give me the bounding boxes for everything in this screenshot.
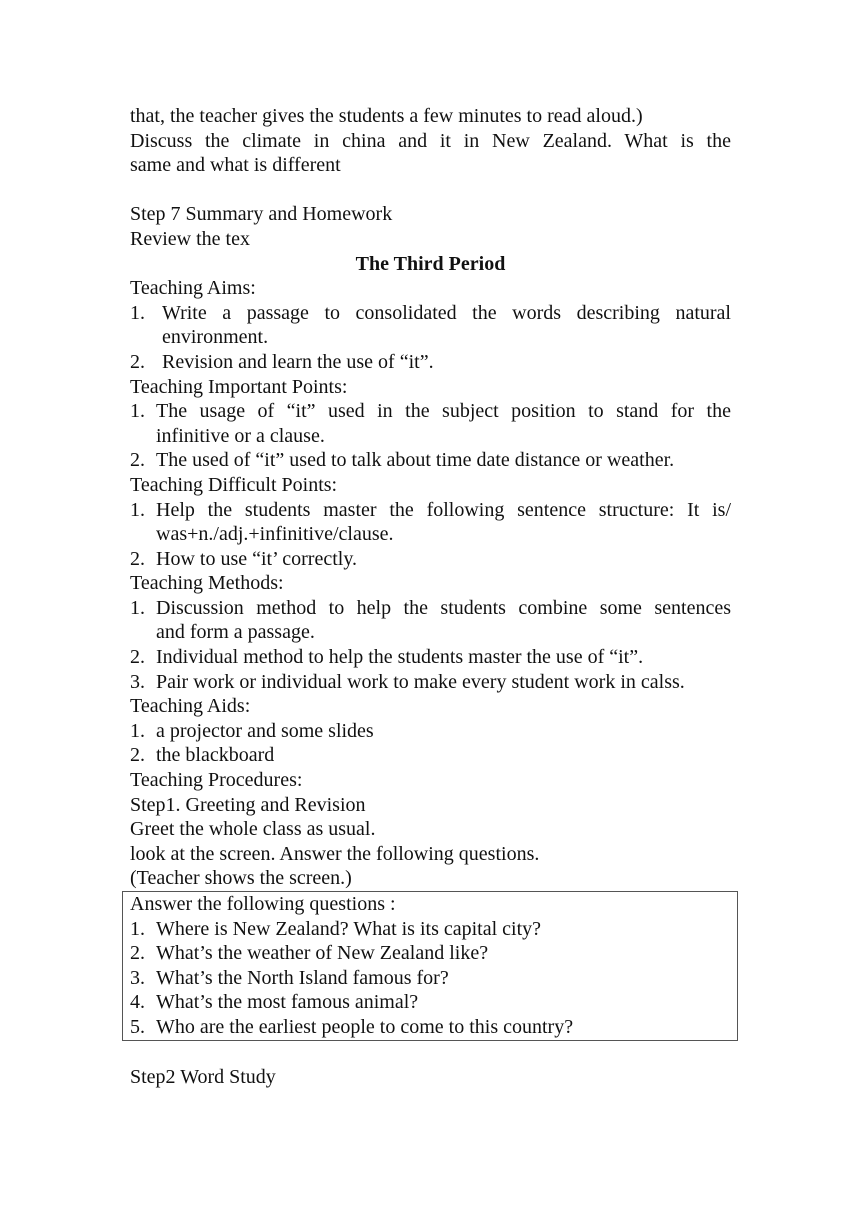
item-number: 3. [130, 966, 145, 989]
question-item [130, 941, 731, 966]
question-item [130, 966, 731, 991]
question-text: What’s the North Island famous for? [156, 966, 449, 989]
item-text-cont: environment. [162, 326, 269, 349]
step1-heading: Step1. Greeting and Revision [130, 793, 366, 816]
aids-item [130, 719, 731, 744]
item-text: Discussion method to help the students combine some sentences [156, 596, 731, 619]
question-item [130, 1015, 731, 1040]
important-item [130, 448, 731, 473]
methods-item [130, 596, 731, 645]
item-text: Write a passage to consolidated the words describing natural [162, 301, 731, 324]
item-text: How to use “it’ correctly. [156, 547, 358, 570]
item-text-cont: infinitive or a clause. [156, 424, 325, 447]
item-number: 2. [130, 547, 145, 570]
document-body [130, 104, 731, 1090]
item-number: 1. [130, 498, 145, 521]
item-number: 1. [130, 596, 145, 619]
item-text: the blackboard [156, 744, 275, 767]
questions-box [122, 891, 738, 1041]
question-item [130, 990, 731, 1015]
step7-text: Review the tex [130, 227, 250, 250]
item-number: 2. [130, 449, 145, 472]
item-text-cont: was+n./adj.+infinitive/clause. [156, 523, 394, 546]
item-number: 2. [130, 942, 145, 965]
period-title: The Third Period [355, 252, 506, 275]
item-text: a projector and some slides [156, 719, 374, 742]
item-number: 3. [130, 670, 145, 693]
item-number: 2. [130, 646, 145, 669]
discuss-line-1: Discuss the climate in china and it in New Zealand. What is the [130, 129, 731, 152]
step2-heading: Step2 Word Study [130, 1066, 276, 1089]
item-number: 2. [130, 350, 145, 373]
step7-heading: Step 7 Summary and Homework [130, 203, 393, 226]
aims-heading: Teaching Aims: [130, 277, 256, 300]
aids-item [130, 743, 731, 768]
aims-item [130, 301, 731, 350]
look-line: look at the screen. Answer the following questions. [130, 842, 540, 865]
aids-heading: Teaching Aids: [130, 695, 251, 718]
item-text: Pair work or individual work to make every student work in calss. [156, 670, 685, 693]
item-number: 1. [130, 301, 145, 324]
discuss-line-2: same and what is different [130, 154, 341, 177]
question-item [130, 917, 731, 942]
item-text: Help the students master the following sentence structure: It is/ [156, 498, 731, 521]
important-heading: Teaching Important Points: [130, 375, 348, 398]
blank-line [130, 178, 731, 203]
methods-item [130, 670, 731, 695]
procedures-heading: Teaching Procedures: [130, 769, 303, 792]
greet-line: Greet the whole class as usual. [130, 818, 376, 841]
difficult-item [130, 547, 731, 572]
difficult-item [130, 498, 731, 547]
item-text: The used of “it” used to talk about time date distance or weather. [156, 449, 675, 472]
questions-heading: Answer the following questions : [130, 893, 396, 915]
item-number: 1. [130, 917, 145, 940]
item-number: 5. [130, 1015, 145, 1038]
blank-line [130, 1041, 731, 1066]
important-item [130, 399, 731, 448]
shows-line: (Teacher shows the screen.) [130, 867, 352, 890]
item-number: 2. [130, 744, 145, 767]
item-text: Revision and learn the use of “it”. [162, 350, 434, 373]
question-text: Where is New Zealand? What is its capital city? [156, 917, 542, 940]
methods-item [130, 645, 731, 670]
aims-item [130, 350, 731, 375]
methods-heading: Teaching Methods: [130, 572, 284, 595]
item-number: 1. [130, 719, 145, 742]
question-text: Who are the earliest people to come to this country? [156, 1015, 574, 1038]
question-text: What’s the most famous animal? [156, 991, 419, 1014]
question-text: What’s the weather of New Zealand like? [156, 942, 489, 965]
item-number: 1. [130, 400, 145, 423]
item-text: Individual method to help the students master the use of “it”. [156, 646, 644, 669]
item-text-cont: and form a passage. [156, 621, 315, 644]
item-number: 4. [130, 991, 145, 1014]
difficult-heading: Teaching Difficult Points: [130, 473, 338, 496]
intro-line: that, the teacher gives the students a few minutes to read aloud.) [130, 105, 643, 127]
item-text: The usage of “it” used in the subject position to stand for the [156, 400, 731, 423]
